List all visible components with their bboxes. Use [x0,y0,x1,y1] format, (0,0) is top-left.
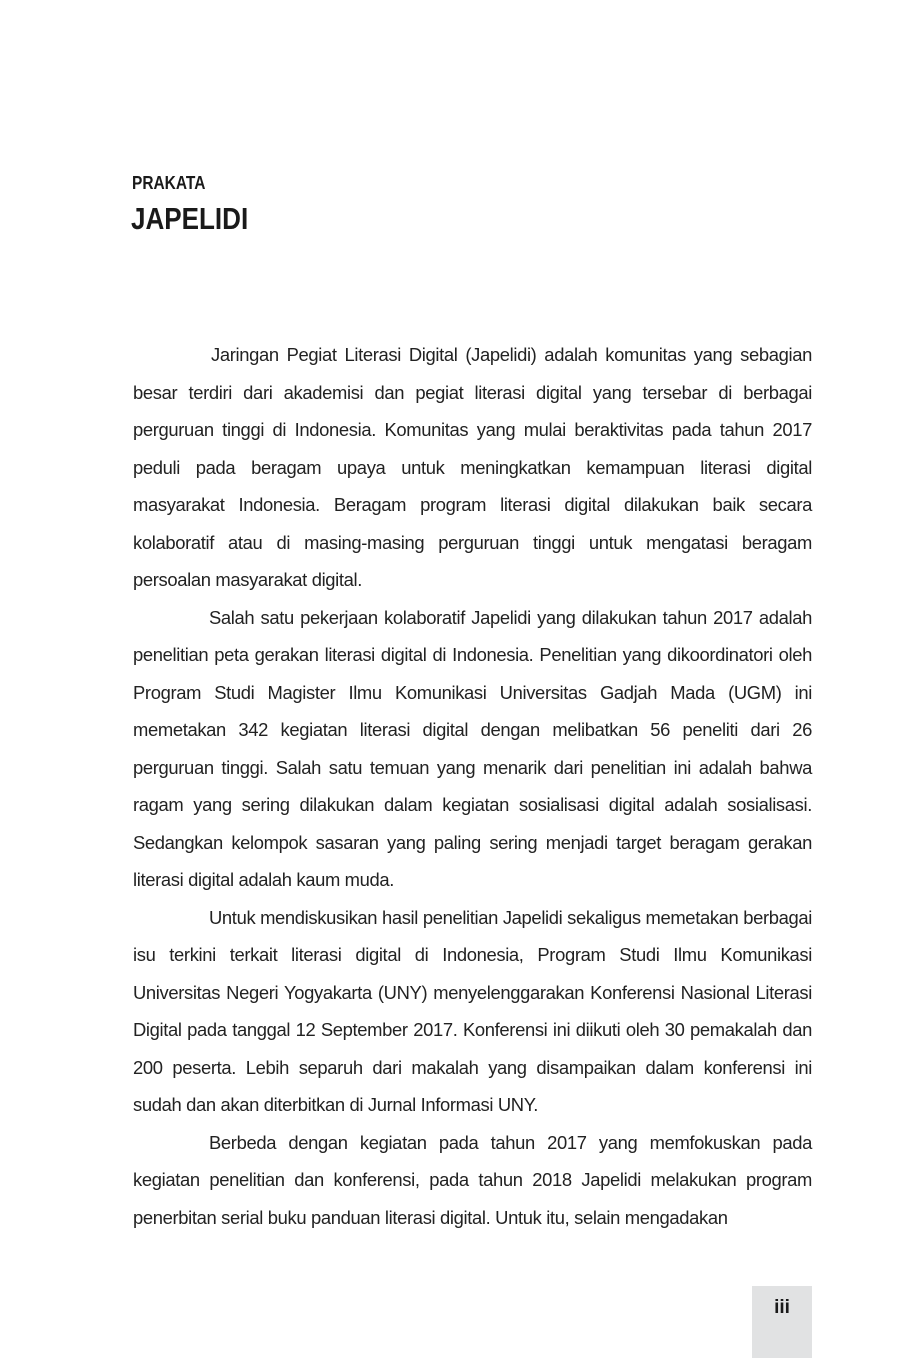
paragraph-2: Salah satu pekerjaan kolaboratif Japelidi yang dilakukan tahun 2017 adalah penelitian peta gerakan literasi digital di Indonesia. Penelitian yang dikoordinatori oleh Program Studi Magister Ilmu Komunikasi Universitas Gadjah Mada (UGM) ini memetakan 342 kegiatan literasi digital dengan melibatkan 56 peneliti dari 26 perguruan tinggi. Salah satu temuan yang menarik dari penelitian ini adalah bahwa ragam yang sering dilakukan dalam kegiatan sosialisasi digital adalah sosialisasi. Sedangkan kelompok sasaran yang paling sering menjadi target beragam gerakan literasi digital adalah kaum muda. [133,606,812,890]
section-kicker: PRAKATA [132,173,206,193]
paragraph-3: Untuk mendiskusikan hasil penelitian Japelidi sekaligus memetakan berbagai isu terkini terkait literasi digital di Indonesia, Program Studi Ilmu Komunikasi Universitas Negeri Yogyakarta (UNY) menyelenggarakan Konferensi Nasional Literasi Digital pada tanggal 12 September 2017. Konferensi ini diikuti oleh 30 pemakalah dan 200 peserta. Lebih separuh dari makalah yang disampaikan dalam konferensi ini sudah dan akan diterbitkan di Jurnal Informasi UNY. [133,906,812,1115]
body-text [133,336,812,1236]
page-number-tab [752,1286,812,1358]
paragraph-4: Berbeda dengan kegiatan pada tahun 2017 yang memfokuskan pada kegiatan penelitian dan konferensi, pada tahun 2018 Japelidi melakukan program penerbitan serial buku panduan literasi digital. Untuk itu, selain mengadakan [133,1131,812,1228]
page-title: JAPELIDI [131,201,249,236]
page-number: iii [774,1297,790,1318]
paragraph-1: Jaringan Pegiat Literasi Digital (Japelidi) adalah komunitas yang sebagian besar terdiri dari akademisi dan pegiat literasi digital yang tersebar di berbagai perguruan tinggi di Indonesia. Komunitas yang mulai beraktivitas pada tahun 2017 peduli pada beragam upaya untuk meningkatkan kemampuan literasi digital masyarakat Indonesia. Beragam program literasi digital dilakukan baik secara kolaboratif atau di masing-masing perguruan tinggi untuk mengatasi beragam persoalan masyarakat digital. [133,344,812,590]
